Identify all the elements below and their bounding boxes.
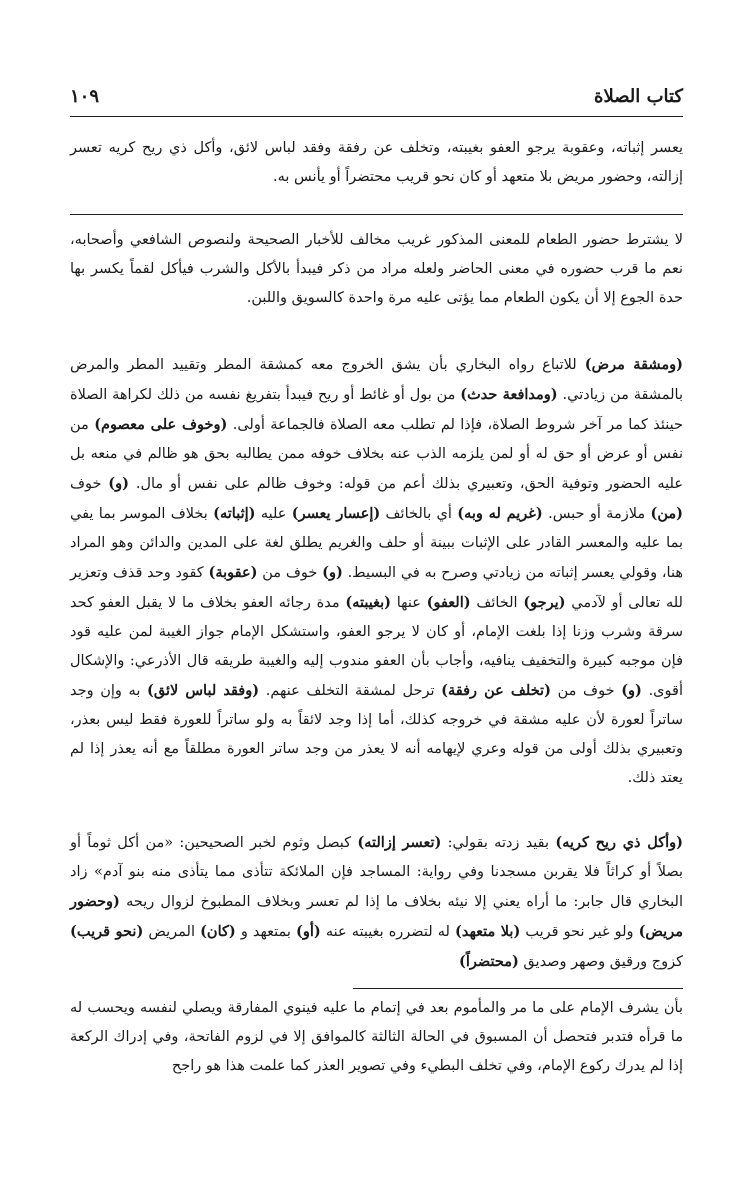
keyword: (بغيبته) — [345, 594, 392, 611]
text-run: مدة رجائه العفو بخلاف ما لا يقبل العفو كحد سرقة وشرب وزنا إذا بلغت الإمام، أو كان لا يرجو العفو، واستشكل الإمام جواز الغيبة لمن عليه قود فإن موجبه كبيرة والتخفيف ينافيه، وأجاب بأن العفو مندوب إليه والغيبة طريقه قال الأذرعي: والإشكال أقوى. — [70, 595, 683, 699]
keyword: (محتضراً) — [459, 953, 519, 970]
keyword: (و) — [322, 564, 343, 581]
text-run: كقود وحد قذف وتعزير لله تعالى أو لآدمي — [70, 565, 683, 611]
text-run: ترحل لمشقة التخلف عنهم. — [259, 683, 442, 699]
keyword: (ومدافعة حدث) — [460, 386, 558, 403]
keyword: (أو) — [296, 923, 321, 940]
keyword: (غريم له وبه) — [457, 505, 543, 522]
keyword: (بلا متعهد) — [454, 923, 521, 940]
text-run: له لتضرره بغيبته عنه — [320, 924, 455, 940]
matn-text — [70, 134, 683, 192]
keyword: (و) — [621, 682, 642, 699]
text-run: خوف من — [550, 683, 622, 699]
text-run: الخائف — [470, 595, 524, 611]
running-header — [70, 86, 683, 117]
text-run: بقيد زدته بقولي: — [441, 835, 556, 851]
keyword: (وحضور مريض) — [70, 893, 683, 940]
text-run: من بول أو غائط أو ريح فيبدأ بتفريغ نفسه من ذلك لكراهة الصلاة حينئذ كما مر آخر شروط الصلاة، فإذا لم تطلب معه الصلاة فالجماعة أولى. — [70, 387, 683, 433]
sharh-paragraph-1 — [70, 226, 683, 313]
keyword: (يرجو) — [523, 594, 566, 611]
text-run: خوف من — [257, 565, 323, 581]
text-run: المريض — [143, 924, 201, 940]
text-run: من نفس أو عرض أو حق له أو لمن يلزمه الذب عنه بخلاف خوفه ممن يطالبه بحق هو ظالم في منعه بل عليه الحضور وتوفية الحق، وتعبيري بذلك أعم من قوله: وخوف ظالم على نفس أو مال. — [70, 417, 683, 492]
keyword: (وأكل ذي ريح كريه) — [555, 834, 683, 851]
divider-rule — [70, 214, 683, 215]
keyword: (إثباته) — [213, 505, 256, 522]
keyword: (تعسر إزالته) — [357, 834, 442, 851]
text-run: به وإن وجد ساتراً لعورة لأن عليه مشقة في خروجه كذلك، أما إذا وجد لائقاً به ولو ساتراً للعورة فقط ليس بعذر، وتعبيري بذلك أولى من قوله وعري لإيهامه أنه لا يعذر من وجد ساتر العورة مطلقاً مع أنه يعذر إذا لم يعتد ذلك. — [70, 683, 683, 786]
text-run: بخلاف الموسر بما يفي بما عليه والمعسر القادر على الإثبات ببينة أو حلف والغريم يطلق لغة على المدين والدائن وهو المراد هنا، وقولي يعسر إثباته من زيادتي وصرح به في البسيط. — [70, 506, 683, 581]
keyword: (وخوف على معصوم) — [94, 416, 228, 433]
keyword: (ومشقة مرض) — [584, 356, 683, 373]
keyword: (وفقد لباس لائق) — [147, 682, 260, 699]
text-run: عنها — [391, 595, 427, 611]
keyword: (إعسار يعسر) — [291, 505, 381, 522]
text-run: للاتباع رواه البخاري بأن يشق الخروج معه كمشقة المطر وتقييد المطر والمرض بالمشقة من زيادتي. — [70, 357, 683, 403]
sharh-text: لا يشترط حضور الطعام للمعنى المذكور غريب مخالف للأخبار الصحيحة ولنصوص الشافعي وأصحابه، نعم ما قرب حضوره في معنى الحاضر ولعله مراد من ذكر فيبدأ بالأكل والشرب فيأكل لقماً يكسر بها حدة الجوع إلا أن يكون الطعام مما يؤتى عليه مرة واحدة كالسويق واللبن. — [70, 232, 683, 306]
keyword: (العفو) — [426, 594, 471, 611]
text-run: ولو غير نحو قريب — [520, 924, 639, 940]
sharh-paragraph-3 — [70, 828, 683, 977]
keyword: (نحو قريب) — [70, 923, 144, 940]
text-run: كزوج ورقيق وصهر وصديق — [518, 954, 683, 970]
text-run: كبصل وثوم لخبر الصحيحين: «من أكل ثوماً أو بصلاً أو كراثاً فلا يقربن مسجدنا وفي رواية: المساجد فإن الملائكة تتأذى مما يتأذى منه بنو آدم» زاد البخاري قال جابر: ما أراه يعني إلا نيئه بخلاف ما إذا لم تعسر وبخلاف المطبوخ لزوال ريحه — [70, 835, 683, 910]
footnote — [70, 994, 683, 1081]
text-run: بمتعهد و — [235, 924, 297, 940]
keyword: (و) — [108, 475, 130, 492]
matn-paragraph: يعسر إثباته، وعقوبة يرجو العفو بغيبته، وتخلف عن رفقة وفقد لباس لائق، وأكل ذي ريح كريه تعسر إزالته، وحضور مريض بلا متعهد أو كان نحو قريب محتضراً أو يأنس به. — [70, 140, 683, 185]
text-run: ملازمة أو حبس. — [542, 506, 651, 522]
keyword: (عقوبة) — [208, 564, 258, 581]
footnote-text: بأن يشرف الإمام على ما مر والمأموم بعد في إتمام ما عليه فينوي المفارقة ويصلي لنفسه ويحسب له ما قرأه فتدبر فتحصل أن المسبوق في الحالة الثالثة كالموافق إلا في لزوم الفاتحة، وفي إدراك الركعة إذا لم يدرك ركوع الإمام، وفي تخلف البطيء وفي تصوير العذر كما علمت هذا هو راجح — [70, 1000, 683, 1074]
footnote-rule — [353, 988, 683, 989]
page-number: ١٠٩ — [70, 86, 100, 107]
sharh-paragraph-2 — [70, 350, 683, 793]
keyword: (كان) — [200, 923, 236, 940]
keyword: (من) — [650, 505, 683, 522]
text-run: عليه — [255, 506, 292, 522]
text-run: خوف — [70, 476, 109, 492]
keyword: (تخلف عن رفقة) — [441, 682, 551, 699]
text-run: أي بالخائف — [380, 506, 458, 522]
chapter-title: كتاب الصلاة — [594, 86, 683, 107]
